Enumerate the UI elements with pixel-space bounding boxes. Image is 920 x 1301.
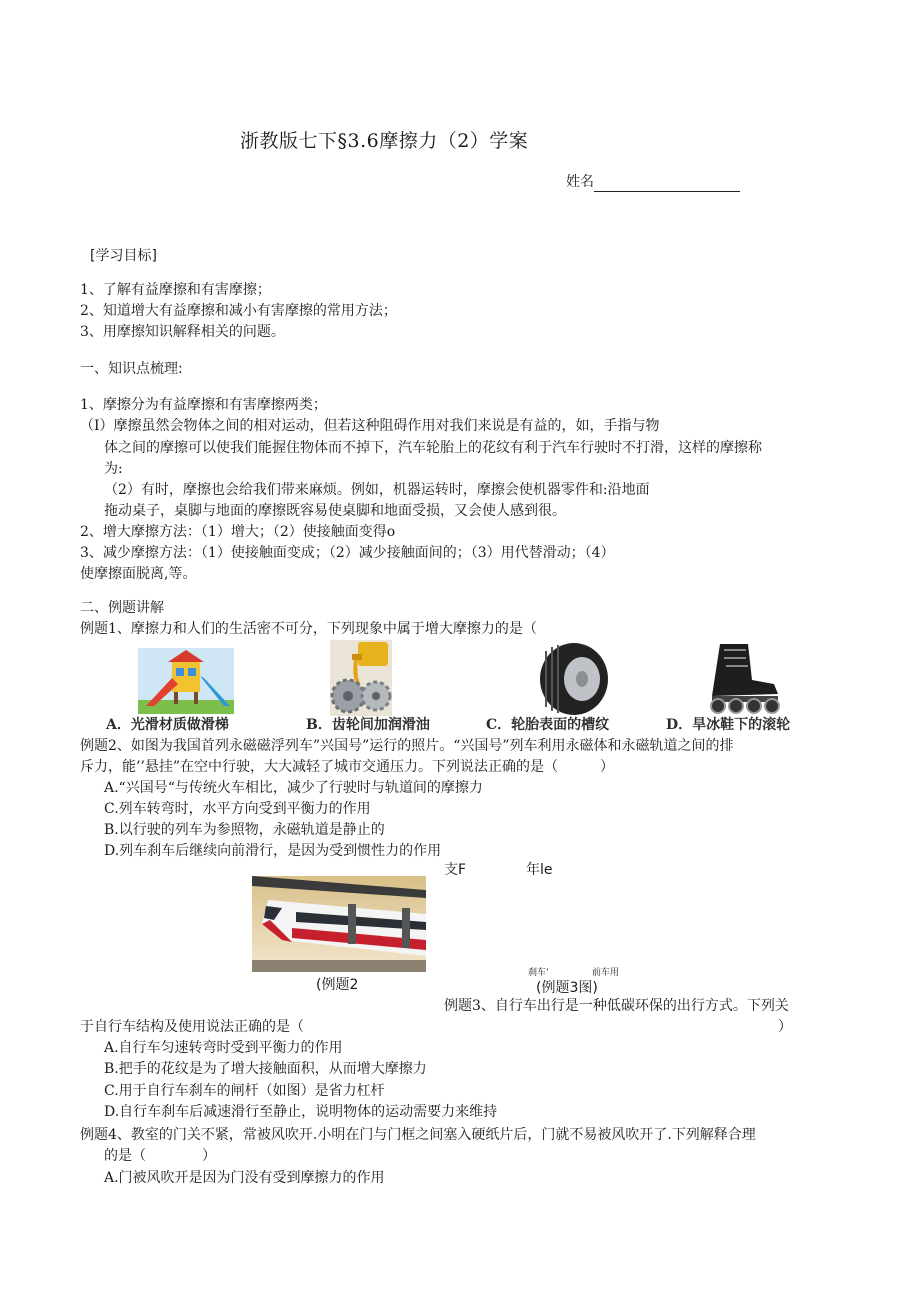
objectives-heading: [学习目标] — [90, 248, 157, 264]
example1-option-b: B．齿轮间加润滑油 — [306, 717, 430, 733]
example2-stem: 例题2、如图为我国首列永磁磁浮列车”兴国号”运行的照片。“兴国号”列车利用永磁体和永磁轨道之间的排 — [80, 738, 734, 754]
section1-line: 2、增大摩擦方法：（1）增大；（2）使接触面变得o — [80, 524, 396, 540]
example2-option: C.列车转弯时，水平方向受到平衡力的作用 — [104, 801, 371, 817]
example3-option: B.把手的花纹是为了增大接触面积，从而增大摩擦力 — [104, 1061, 427, 1077]
example4-stem: 的是（ ） — [104, 1148, 216, 1164]
section1-line: （2）有时，摩擦也会给我们带来麻烦。例如，机器运转时，摩擦会使机器零件和:沿地面 — [104, 482, 650, 498]
section1-line: （I）摩擦虽然会物体之间的相对运动，但若这种阻碍作用对我们来说是有益的，如，手指与物 — [80, 418, 660, 434]
example3-option: A.自行车匀速转弯时受到平衡力的作用 — [104, 1040, 343, 1056]
name-field — [566, 172, 740, 192]
page-title: 浙教版七下§3.6摩擦力（2）学案 — [240, 130, 529, 152]
bike-brake-label: 年le — [526, 862, 553, 878]
section1-line: 1、摩擦分为有益摩擦和有害摩擦两类； — [80, 397, 327, 413]
section1-line: 3、减少摩擦方法：（1）使接触面变成；（2）减少接触面间的；（3）用代替滑动；（4） — [80, 545, 615, 561]
example1-option-a: A．光滑材质做滑梯 — [106, 717, 229, 733]
section1-line: 为: — [104, 461, 123, 477]
example1-stem: 例题1、摩擦力和人们的生活密不可分，下列现象中属于增大摩擦力的是（ — [80, 621, 537, 637]
name-label: 姓名 — [566, 174, 594, 190]
example1-option-c: C．轮胎表面的槽纹 — [486, 717, 610, 733]
example2-option: D.列车刹车后继续向前滑行，是因为受到惯性力的作用 — [104, 843, 442, 859]
section1-heading: 一、知识点梳理: — [80, 361, 183, 377]
example2-option: B.以行驶的列车为参照物，永磁轨道是静止的 — [104, 822, 385, 838]
maglev-train-image — [252, 876, 426, 972]
objective-item: 2、知道增大有益摩擦和减小有害摩擦的常用方法； — [80, 303, 397, 319]
example2-stem: 斥力，能’’悬挂”在空中行驶，大大减轻了城市交通压力。下列说法正确的是（ ） — [80, 759, 615, 775]
playground-slide-image — [138, 648, 234, 714]
example3-figure-caption: (例题3图) — [536, 980, 598, 996]
example4-stem: 例题4、教室的门关不紧，常被风吹开.小明在门与门框之间塞入硬纸片后，门就不易被风吹开了.下列解释合理 — [80, 1127, 756, 1143]
bike-brake-small-label: 刹车’ — [528, 968, 549, 978]
section1-line: 体之间的摩擦可以使我们能握住物体而不掉下，汽车轮胎上的花纹有利于汽车行驶时不打滑，这样的摩擦称 — [104, 440, 762, 456]
example2-option: A.“兴国号“与传统火车相比，减少了行驶时与轨道间的摩擦力 — [104, 780, 483, 796]
example3-stem: 于自行车结构及使用说法正确的是（ — [80, 1019, 304, 1035]
bike-brake-label: 支F — [444, 862, 467, 878]
objective-item: 1、了解有益摩擦和有害摩擦； — [80, 282, 271, 298]
example1-option-d: D．旱冰鞋下的滚轮 — [666, 717, 791, 733]
example2-figure-caption: (例题2 — [316, 977, 359, 993]
section2-heading: 二、例题讲解 — [80, 600, 164, 616]
roller-skate-image — [694, 640, 786, 716]
bike-brake-small-label: 前车用 — [592, 968, 620, 978]
example4-option: A.门被风吹开是因为门没有受到摩擦力的作用 — [104, 1170, 385, 1186]
section1-line: 拖动桌子，桌脚与地面的摩擦既容易使桌脚和地面受损，又会使人感到很。 — [104, 503, 566, 519]
example3-stem: 例题3、自行车出行是一种低碳环保的出行方式。下列关 — [444, 998, 789, 1014]
section1-line: 使摩擦面脱离,等。 — [80, 566, 197, 582]
tire-image — [532, 643, 610, 715]
gear-oil-image — [330, 640, 392, 716]
example3-paren: ） — [778, 1019, 792, 1035]
objective-item: 3、用摩擦知识解释相关的问题。 — [80, 324, 285, 340]
example3-option: D.自行车刹车后减速滑行至静止，说明物体的运动需要力来维持 — [104, 1104, 498, 1120]
name-blank — [594, 176, 740, 192]
example3-option: C.用于自行车刹车的闸杆（如图）是省力杠杆 — [104, 1083, 385, 1099]
